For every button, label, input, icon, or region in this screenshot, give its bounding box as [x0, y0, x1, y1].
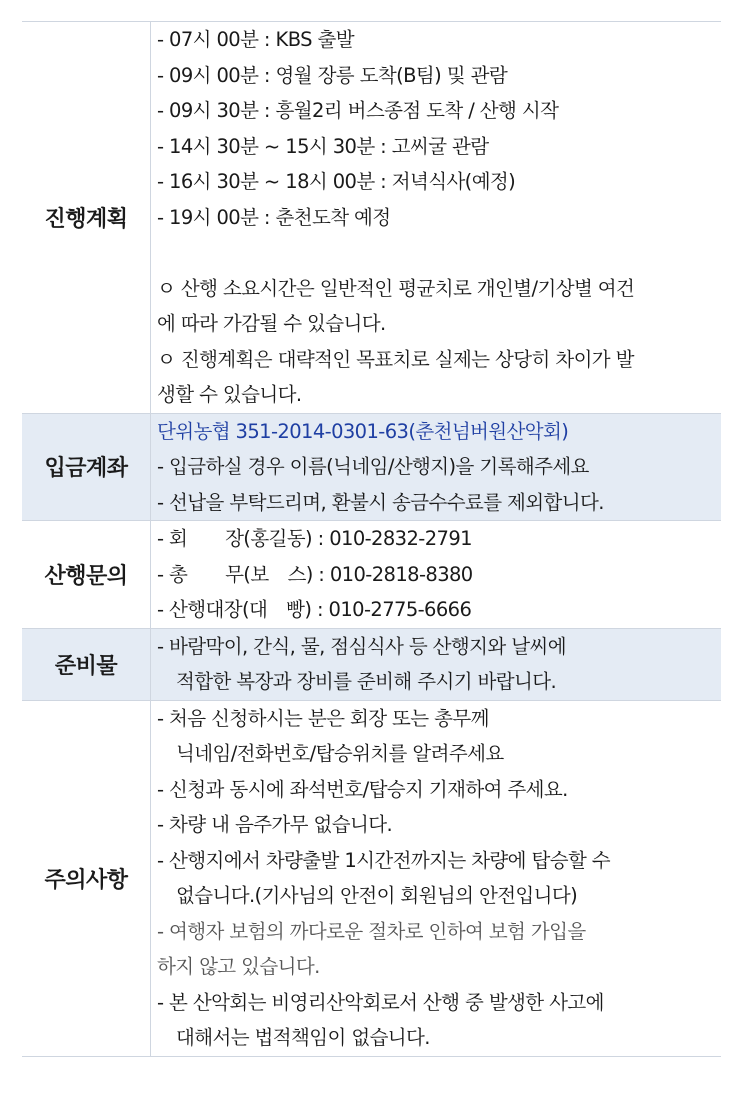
contact-line: - 회 장(홍길동) : 010-2832-2791	[157, 527, 472, 550]
contact-line: - 총 무(보 스) : 010-2818-8380	[157, 562, 473, 586]
notice-line: - 처음 신청하시는 분은 회장 또는 총무께	[157, 706, 489, 730]
notice-line: - 본 산악회는 비영리산악회로서 산행 중 발생한 사고에	[157, 990, 604, 1014]
schedule-line: - 09시 30분 : 흥월2리 버스종점 도착 / 산행 시작	[157, 99, 559, 122]
schedule-line: - 07시 00분 : KBS 출발	[157, 28, 354, 51]
row-label-schedule: 진행계획	[22, 22, 151, 413]
schedule-line: - 09시 00분 : 영월 장릉 도착(B팀) 및 관람	[157, 63, 508, 87]
row-label-supplies: 준비물	[22, 629, 151, 700]
spacer	[157, 235, 713, 271]
schedule-line: - 16시 30분 ~ 18시 00분 : 저녁식사(예정)	[157, 170, 516, 193]
notice-line: 없습니다.(기사님의 안전이 회원님의 안전입니다)	[176, 884, 578, 907]
account-line: - 입금하실 경우 이름(닉네임/산행지)을 기록해주세요	[157, 455, 589, 478]
account-content	[151, 414, 721, 521]
schedule-note: 에 따라 가감될 수 있습니다.	[157, 312, 386, 335]
notice-line: - 차량 내 음주가무 없습니다.	[157, 813, 393, 836]
notice-line: 닉네임/전화번호/탑승위치를 알려주세요	[176, 742, 504, 765]
notice-line: 하지 않고 있습니다.	[157, 955, 320, 978]
schedule-content	[151, 22, 721, 413]
row-label-contact: 산행문의	[22, 521, 151, 628]
account-line: - 선납을 부탁드리며, 환불시 송금수수료를 제외합니다.	[157, 490, 604, 514]
schedule-line: - 14시 30분 ~ 15시 30분 : 고씨굴 관람	[157, 134, 489, 158]
notice-line: - 신청과 동시에 좌석번호/탑승지 기재하여 주세요.	[157, 777, 568, 801]
row-label-account: 입금계좌	[22, 414, 151, 521]
row-supplies	[22, 629, 721, 701]
row-account	[22, 414, 721, 522]
notice-content	[151, 701, 721, 1056]
schedule-note: ㅇ 산행 소요시간은 일반적인 평균치로 개인별/기상별 여건	[157, 276, 635, 300]
row-notice	[22, 701, 721, 1057]
notice-line: - 여행자 보험의 까다로운 절차로 인하여 보험 가입을	[157, 919, 586, 943]
bank-account: 단위농협 351-2014-0301-63(춘천넘버원산악회)	[157, 419, 569, 443]
schedule-note: ㅇ 진행계획은 대략적인 목표치로 실제는 상당히 차이가 발	[157, 347, 634, 371]
supplies-line: 적합한 복장과 장비를 준비해 주시기 바랍니다.	[176, 670, 557, 693]
row-schedule	[22, 22, 721, 414]
schedule-line: - 19시 00분 : 춘천도착 예정	[157, 205, 391, 229]
notice-line: - 산행지에서 차량출발 1시간전까지는 차량에 탑승할 수	[157, 848, 611, 872]
contact-line: - 산행대장(대 빵) : 010-2775-6666	[157, 598, 472, 621]
info-table	[22, 21, 721, 1057]
supplies-line: - 바람막이, 간식, 물, 점심식사 등 산행지와 날씨에	[157, 634, 566, 658]
supplies-content	[151, 629, 721, 700]
schedule-note: 생할 수 있습니다.	[157, 383, 302, 406]
row-label-notice: 주의사항	[22, 701, 151, 1056]
row-contact	[22, 521, 721, 629]
contact-content	[151, 521, 721, 628]
notice-line: 대해서는 법적책임이 없습니다.	[176, 1026, 430, 1049]
